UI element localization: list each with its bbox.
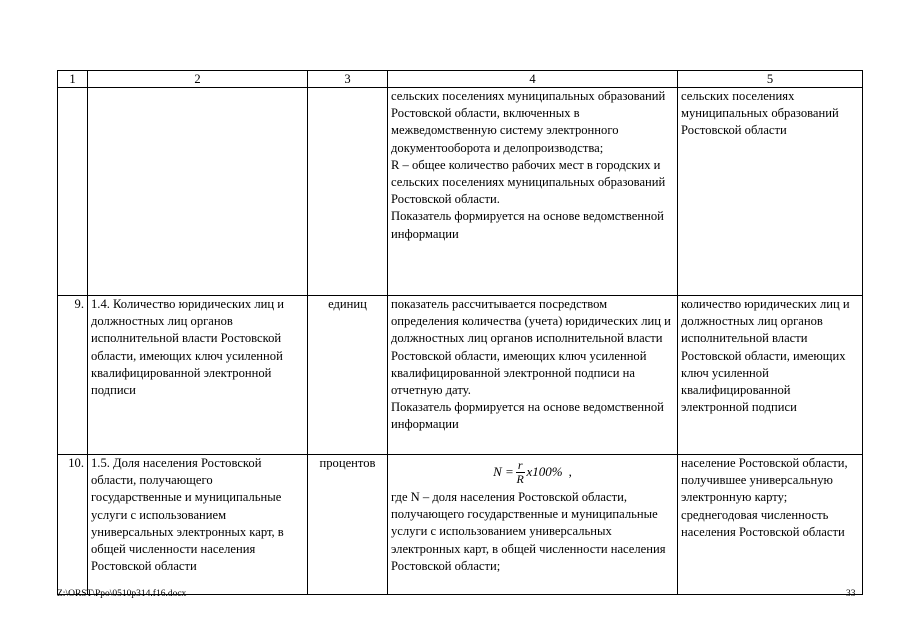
- table-row: [58, 296, 863, 455]
- method-cell: [388, 455, 678, 595]
- header-cell: 5: [678, 71, 863, 88]
- header-row: [58, 71, 863, 88]
- method-paragraph: сельских поселениях муниципальных образований Ростовской области, включенных в межведомственную систему электронного документооборота и делопроизводства;: [391, 89, 666, 155]
- base-indicators-cell: количество юридических лиц и должностных лиц органов исполнительной власти Ростовской области, имеющих ключ усиленной квалифицированной электронной подписи: [678, 296, 863, 455]
- header-cell: 4: [388, 71, 678, 88]
- row-number: 10.: [58, 455, 88, 595]
- indicator-name: 1.4. Количество юридических лиц и должностных лиц органов исполнительной власти Ростовской области, имеющих ключ усиленной квалифицированной электронной подписи: [88, 296, 308, 455]
- footer-file-path: Z:\ORST\Ppo\0510p314.f16.docx: [57, 589, 187, 599]
- row-number: 9.: [58, 296, 88, 455]
- method-paragraph: Показатель формируется на основе ведомственной информации: [391, 209, 664, 241]
- formula: [391, 455, 674, 489]
- method-cell: [388, 296, 678, 455]
- unit-cell: процентов: [308, 455, 388, 595]
- method-paragraph: Показатель формируется на основе ведомственной информации: [391, 400, 664, 432]
- indicators-table: [57, 70, 863, 595]
- unit-cell: [308, 88, 388, 296]
- formula-numerator: r: [517, 457, 523, 472]
- method-paragraph: где N – доля населения Ростовской области, получающего государственные и муниципальные услуги с использованием универсальных электронных карт, в общей численности населения Ростовской области;: [391, 490, 666, 573]
- header-cell: 2: [88, 71, 308, 88]
- method-cell: [388, 88, 678, 296]
- formula-fraction: [516, 459, 525, 486]
- row-number: [58, 88, 88, 296]
- formula-denominator: R: [516, 471, 524, 486]
- header-cell: 3: [308, 71, 388, 88]
- table-row: [58, 88, 863, 296]
- base-indicators-cell: сельских поселениях муниципальных образований Ростовской области: [678, 88, 863, 296]
- unit-cell: единиц: [308, 296, 388, 455]
- page-number: 33: [846, 589, 856, 599]
- method-paragraph: показатель рассчитывается посредством определения количества (учета) юридических лиц и должностных лиц органов исполнительной власти Ростовской области, имеющих ключ усиленной квалифицированной электронной подписи на отчетную дату.: [391, 297, 671, 398]
- formula-comma: ,: [568, 464, 572, 480]
- method-paragraph: R – общее количество рабочих мест в городских и сельских поселениях муниципальных образований Ростовской области.: [391, 157, 666, 207]
- formula-tail: x100%: [526, 464, 563, 480]
- formula-lhs: N =: [493, 464, 514, 480]
- table-row: [58, 455, 863, 595]
- header-cell: 1: [58, 71, 88, 88]
- indicator-name: 1.5. Доля населения Ростовской области, получающего государственные и муниципальные услуги с использованием универсальных электронных карт, в общей численности населения Ростовской области: [88, 455, 308, 595]
- indicator-name: [88, 88, 308, 296]
- base-indicators-cell: население Ростовской области, получившее универсальную электронную карту; среднегодовая численность населения Ростовской области: [678, 455, 863, 595]
